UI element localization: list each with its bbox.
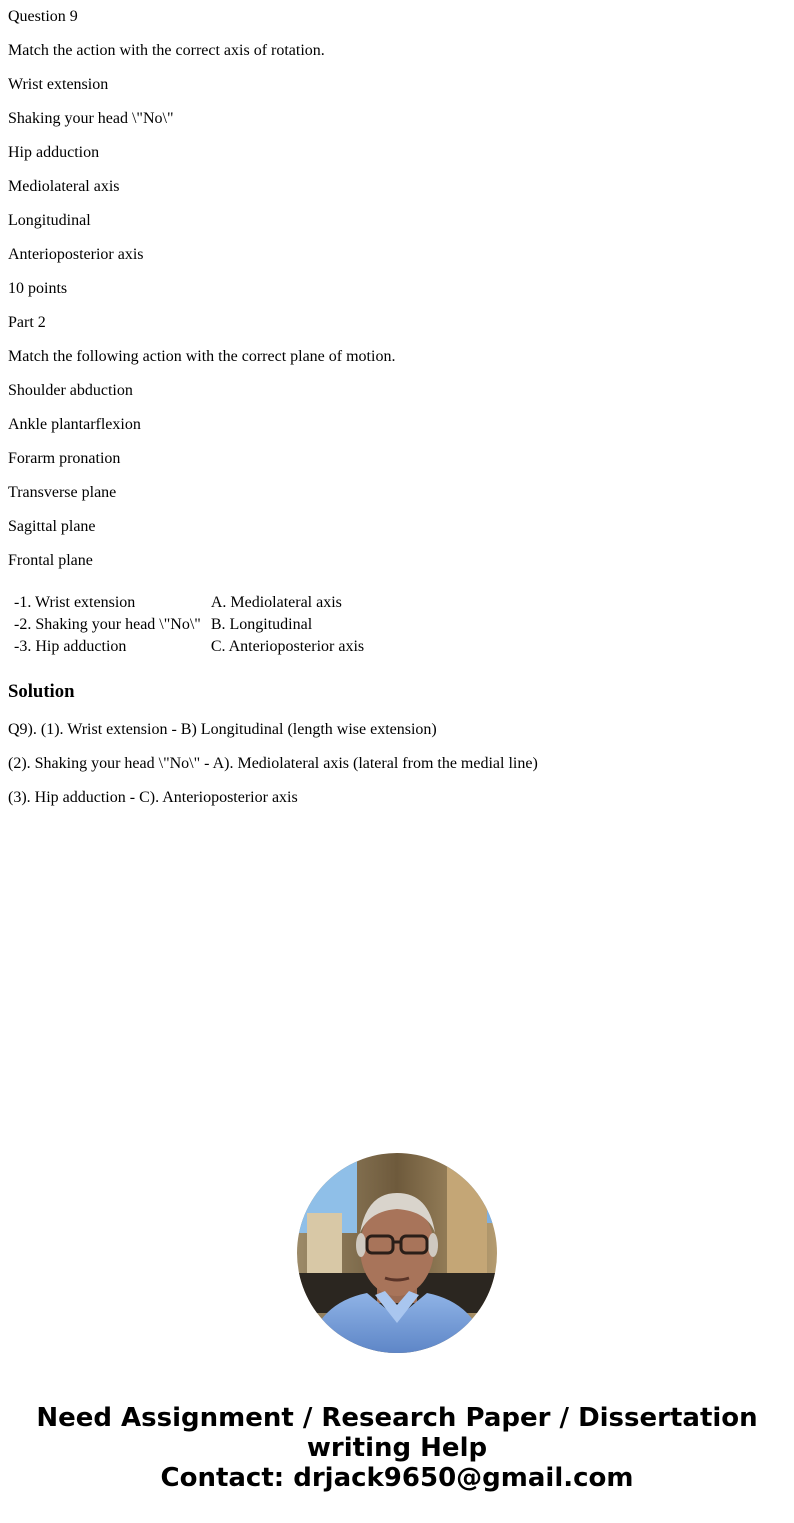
promo-contact: Contact: drjack9650@gmail.com bbox=[160, 1463, 634, 1493]
solution-heading: Solution bbox=[8, 681, 75, 702]
promo-line: writing Help bbox=[306, 1433, 488, 1463]
match-table bbox=[8, 591, 370, 659]
promo-line: Need Assignment / Research Paper / Dissertation bbox=[36, 1403, 758, 1433]
part2-prompt: Match the following action with the correct plane of motion. bbox=[8, 348, 396, 365]
action-item: Hip adduction bbox=[8, 144, 100, 161]
document-body bbox=[8, 0, 786, 815]
match-answer: Longitudinal bbox=[229, 616, 313, 633]
solution-line: (2). Shaking your head \"No\" - A). Mediolateral axis (lateral from the medial line) bbox=[8, 755, 538, 772]
match-answer: Anterioposterior axis bbox=[228, 638, 365, 655]
action-item: Shoulder abduction bbox=[8, 382, 133, 399]
match-letter: B. bbox=[210, 616, 226, 633]
action-item: Wrist extension bbox=[8, 76, 109, 93]
action-item: Shaking your head \"No\" bbox=[8, 110, 174, 127]
plane-option: Transverse plane bbox=[8, 484, 117, 501]
table-row bbox=[10, 593, 368, 613]
match-left-cell: -1. Wrist extension bbox=[14, 594, 136, 611]
points-label: 10 points bbox=[8, 280, 68, 297]
plane-option: Frontal plane bbox=[8, 552, 93, 569]
match-right-cell bbox=[207, 615, 368, 635]
part2-title: Part 2 bbox=[8, 314, 46, 331]
action-item: Forarm pronation bbox=[8, 450, 121, 467]
match-answer: Mediolateral axis bbox=[230, 594, 342, 611]
question-prompt: Match the action with the correct axis of rotation. bbox=[8, 42, 325, 59]
question-title: Question 9 bbox=[8, 8, 78, 25]
promo-banner bbox=[0, 1403, 794, 1493]
solution-line: Q9). (1). Wrist extension - B) Longitudinal (length wise extension) bbox=[8, 721, 437, 738]
table-row bbox=[10, 637, 368, 657]
match-left-cell: -3. Hip adduction bbox=[14, 638, 127, 655]
axis-option: Anterioposterior axis bbox=[8, 246, 144, 263]
plane-option: Sagittal plane bbox=[8, 518, 96, 535]
axis-option: Mediolateral axis bbox=[8, 178, 120, 195]
table-row bbox=[10, 615, 368, 635]
match-right-cell bbox=[207, 593, 368, 613]
match-letter: A. bbox=[210, 594, 227, 611]
avatar-photo bbox=[297, 1153, 497, 1353]
person-portrait-icon bbox=[297, 1153, 497, 1353]
match-left-cell: -2. Shaking your head \"No\" bbox=[14, 616, 201, 633]
match-right-cell bbox=[207, 637, 368, 657]
match-letter: C. bbox=[210, 638, 226, 655]
action-item: Ankle plantarflexion bbox=[8, 416, 141, 433]
solution-line: (3). Hip adduction - C). Anterioposterior axis bbox=[8, 789, 298, 806]
axis-option: Longitudinal bbox=[8, 212, 91, 229]
